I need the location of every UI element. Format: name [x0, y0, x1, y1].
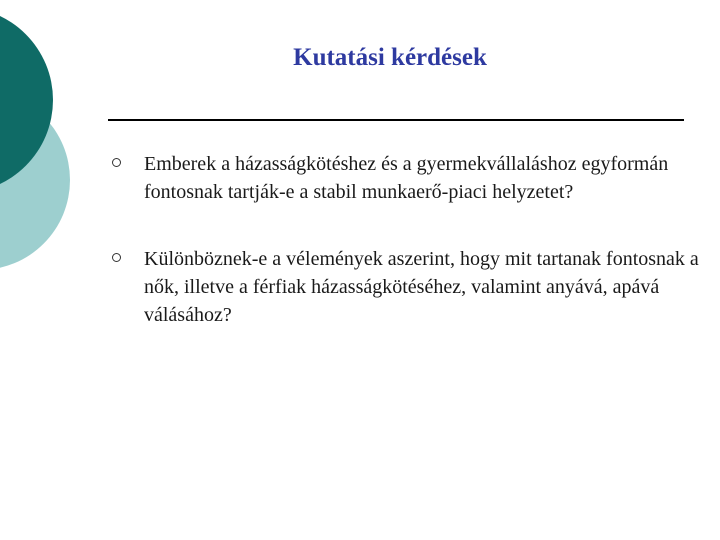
title-divider: [108, 119, 684, 121]
hollow-circle-bullet-icon: [112, 253, 121, 262]
bullet-item: [108, 245, 708, 329]
hollow-circle-bullet-icon: [112, 158, 121, 167]
bullet-item: [108, 150, 708, 206]
slide-title: Kutatási kérdések: [293, 44, 487, 71]
bullet-list: [108, 150, 708, 329]
bullet-text: Emberek a házasságkötéshez és a gyermekvállaláshoz egyformán fontosnak tartják-e a stabil munkaerő-piaci helyzetet?: [144, 153, 669, 203]
teal-circles-decoration: [0, 0, 80, 300]
bullet-text: Különböznek-e a vélemények aszerint, hogy mit tartanak fontosnak a nők, illetve a férfiak házasságkötéséhez, valamint anyává, apává válásához?: [144, 248, 699, 326]
